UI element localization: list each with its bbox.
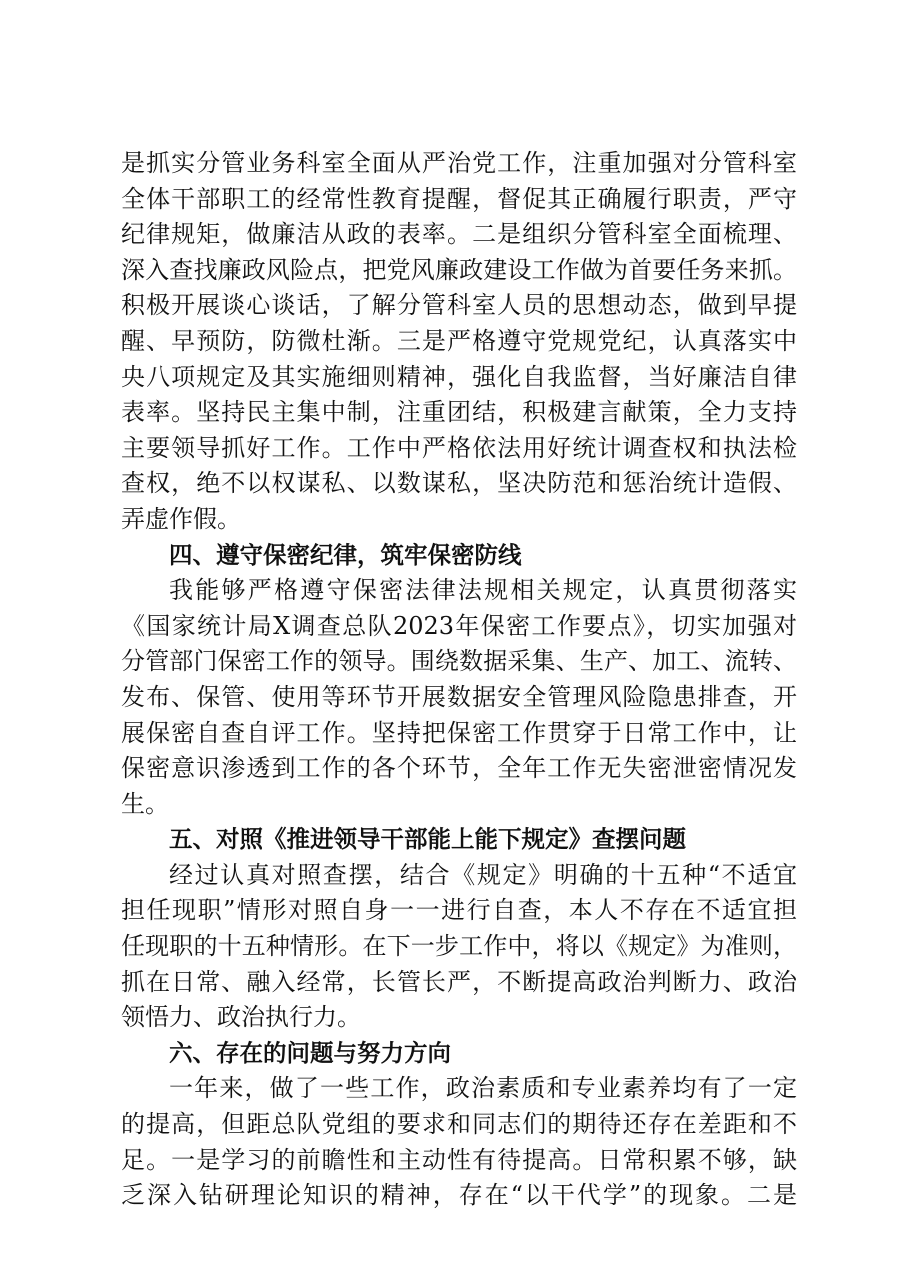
text-line: 的提高，但距总队党组的要求和同志们的期待还存在差距和不: [121, 1110, 797, 1139]
text-line: 生。: [121, 789, 169, 818]
text-line: 是抓实分管业务科室全面从严治党工作，注重加强对分管科室: [121, 149, 797, 177]
text-line: 我能够严格遵守保密法律法规相关规定，认真贯彻落实: [169, 576, 797, 605]
text-line: 保密意识渗透到工作的各个环节，全年工作无失密泄密情况发: [121, 754, 797, 783]
text-line: 分管部门保密工作的领导。围绕数据采集、生产、加工、流转、: [121, 647, 797, 676]
text-line: 表率。坚持民主集中制，注重团结，积极建言献策，全力支持: [121, 398, 797, 427]
text-line: 深入查找廉政风险点，把党风廉政建设工作做为首要任务来抓。: [121, 255, 797, 284]
text-line: 央八项规定及其实施细则精神，强化自我监督，当好廉洁自律: [121, 362, 797, 391]
text-line: 担任现职”情形对照自身一一进行自查，本人不存在不适宜担: [121, 896, 797, 925]
section-heading-regulation-review: [121, 822, 797, 858]
text-line: 醒、早预防，防微杜渐。三是严格遵守党规党纪，认真落实中: [121, 326, 797, 355]
text-line: 积极开展谈心谈话，了解分管科室人员的思想动态，做到早提: [121, 291, 797, 320]
section-heading-confidentiality: [121, 538, 797, 574]
text-line: 查权，绝不以权谋私、以数谋私，坚决防范和惩治统计造假、: [121, 469, 797, 498]
text-line: 经过认真对照查摆，结合《规定》明确的十五种“不适宜: [169, 860, 797, 889]
heading-text: 四、遵守保密纪律，筑牢保密防线: [169, 540, 522, 569]
paragraph-discipline: [121, 146, 797, 538]
text-line: 一年来，做了一些工作，政治素质和专业素养均有了一定: [169, 1074, 797, 1103]
text-line: 主要领导抓好工作。工作中严格依法用好统计调查权和执法检: [121, 433, 797, 462]
text-line: 弄虚作假。: [121, 504, 241, 533]
section-heading-problems: [121, 1036, 797, 1072]
text-line: 《国家统计局X调查总队2023年保密工作要点》，切实加强对: [121, 611, 797, 640]
text-line: 乏深入钻研理论知识的精神，存在“以干代学”的现象。二是: [121, 1181, 797, 1210]
text-line: 全体干部职工的经常性教育提醒，督促其正确履行职责，严守: [121, 184, 797, 213]
heading-text: 五、对照《推进领导干部能上能下规定》查摆问题: [169, 825, 686, 854]
paragraph-confidentiality: [121, 573, 797, 822]
paragraph-regulation-review: [121, 858, 797, 1036]
document-body: [121, 146, 797, 1214]
text-line: 发布、保管、使用等环节开展数据安全管理风险隐患排查，开: [121, 682, 797, 711]
text-line: 展保密自查自评工作。坚持把保密工作贯穿于日常工作中，让: [121, 718, 797, 747]
text-line: 足。一是学习的前瞻性和主动性有待提高。日常积累不够，缺: [121, 1145, 797, 1174]
text-line: 纪律规矩，做廉洁从政的表率。二是组织分管科室全面梳理、: [121, 220, 797, 249]
text-line: 领悟力、政治执行力。: [121, 1003, 361, 1032]
heading-text: 六、存在的问题与努力方向: [169, 1038, 451, 1067]
text-line: 抓在日常、融入经常，长管长严，不断提高政治判断力、政治: [121, 967, 797, 996]
paragraph-problems: [121, 1071, 797, 1213]
text-line: 任现职的十五种情形。在下一步工作中，将以《规定》为准则，: [121, 932, 797, 961]
